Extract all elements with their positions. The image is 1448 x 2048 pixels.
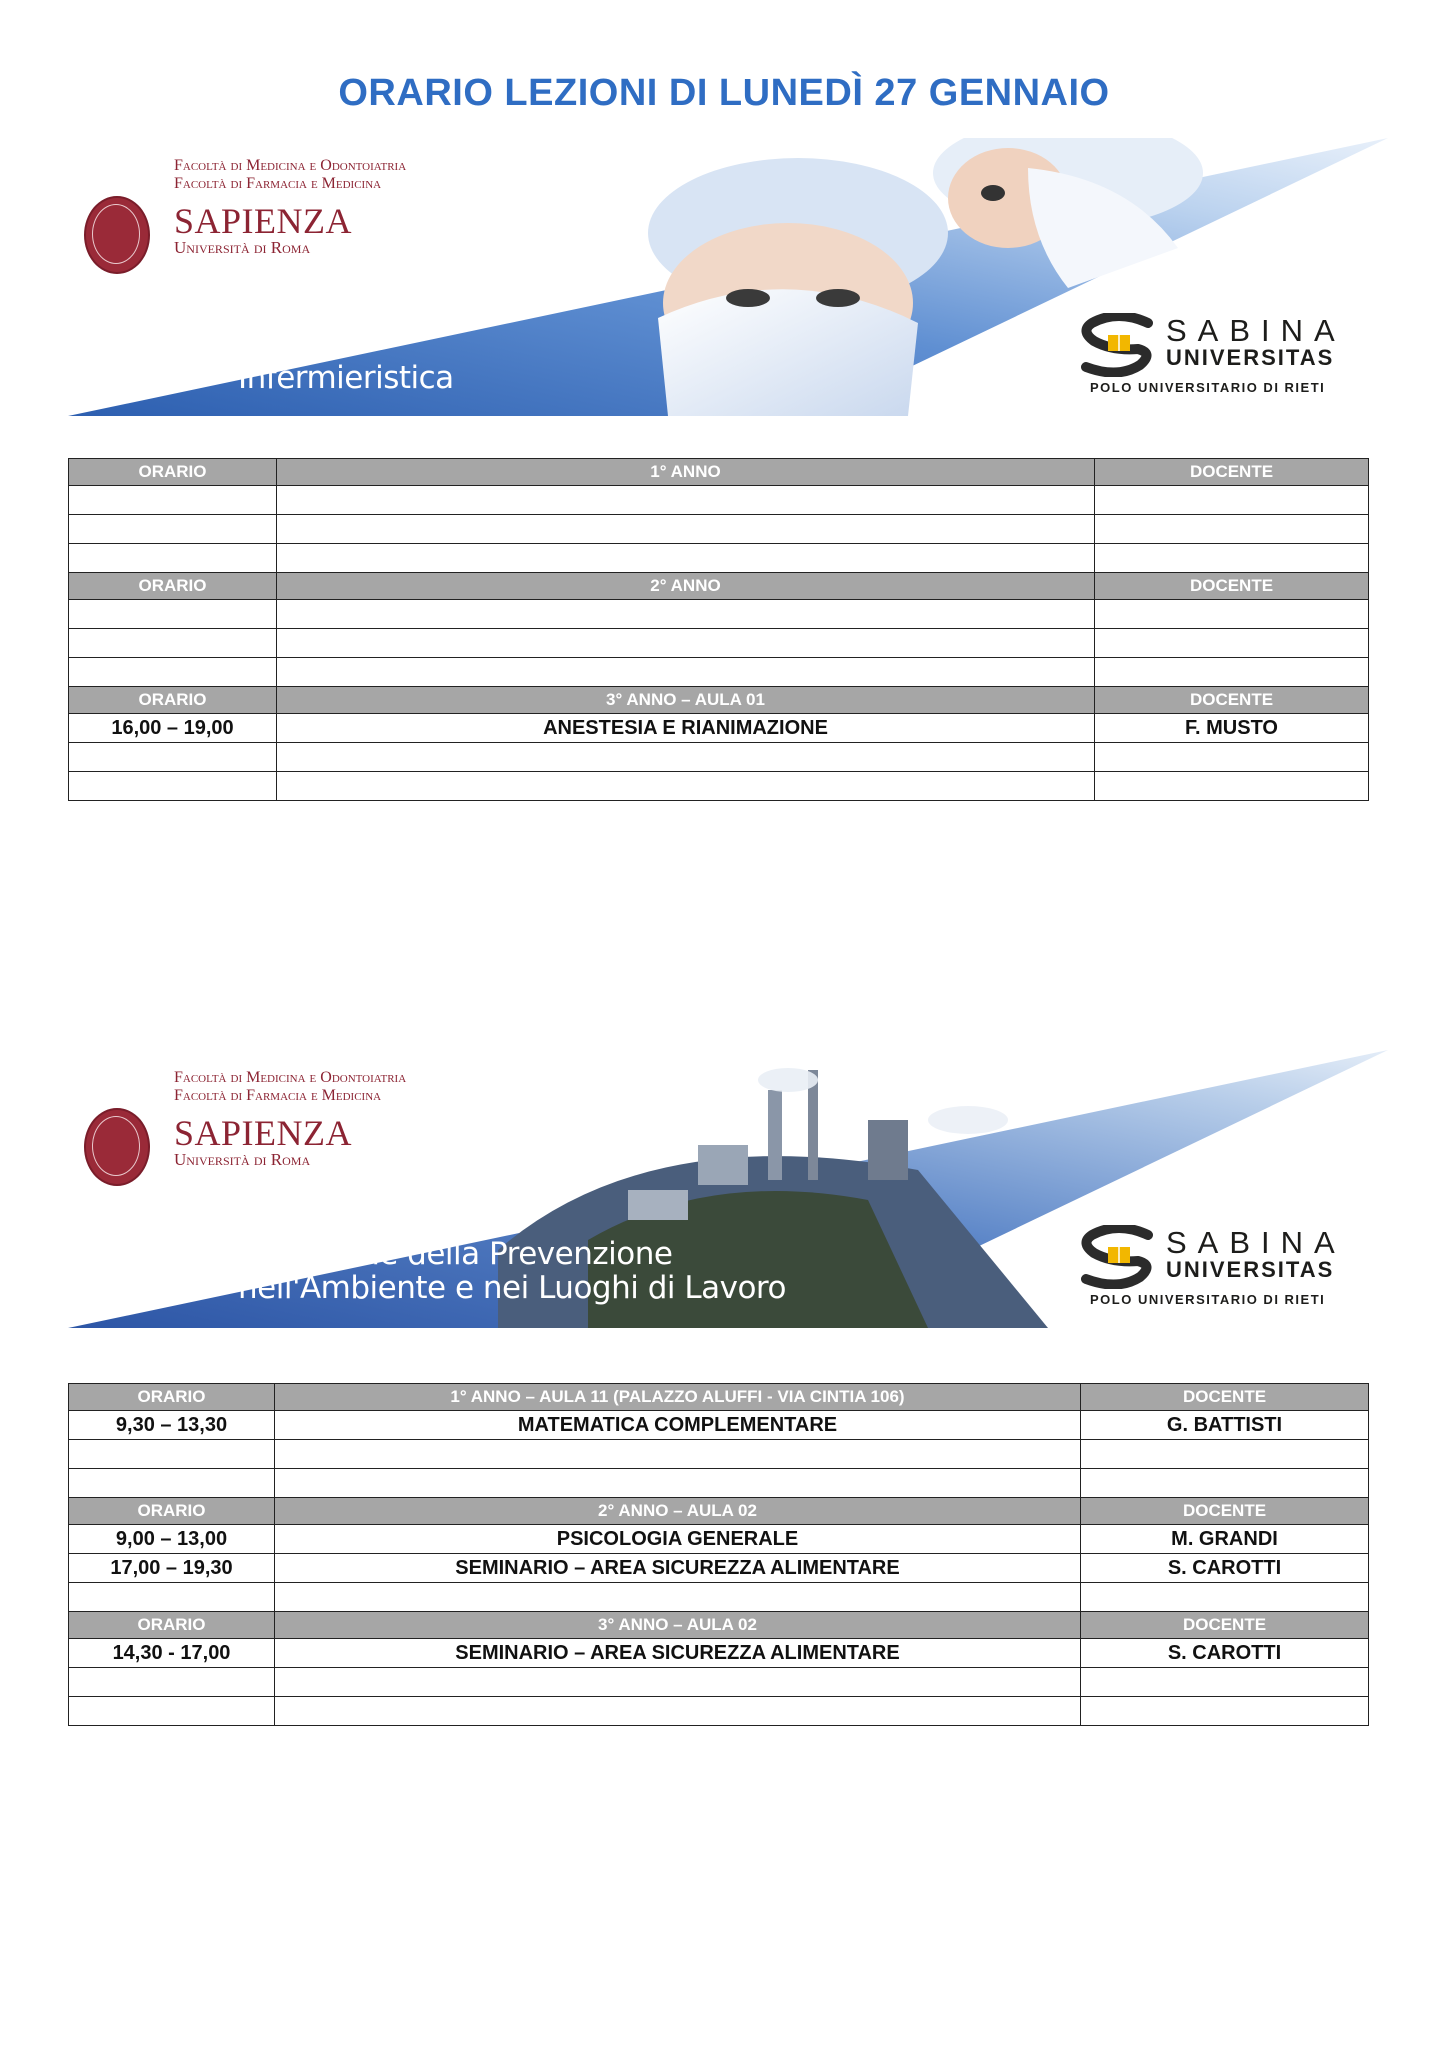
cell-teacher [1095, 658, 1369, 687]
table-row [69, 1668, 1369, 1697]
cell-subject [277, 743, 1095, 772]
table-row [69, 658, 1369, 687]
cell-subject [277, 772, 1095, 801]
course-title-line-1: Tecniche della Prevenzione [268, 1236, 673, 1272]
header-anno: 2° ANNO [277, 573, 1095, 600]
table-row [69, 600, 1369, 629]
cell-teacher: S. CAROTTI [1081, 1639, 1369, 1668]
faculty-line-1: Facoltà di Medicina e Odontoiatria [174, 157, 407, 174]
cell-time: 14,30 - 17,00 [69, 1639, 275, 1668]
banner-prevenzione [68, 1050, 1388, 1330]
cell-teacher [1095, 629, 1369, 658]
cell-time: 16,00 – 19,00 [69, 714, 277, 743]
cell-teacher [1095, 600, 1369, 629]
schedule-table-infermieristica [68, 458, 1369, 801]
cell-subject [275, 1583, 1081, 1612]
table-row [69, 629, 1369, 658]
cell-time [69, 1469, 275, 1498]
cell-time: 9,30 – 13,30 [69, 1411, 275, 1440]
table-row [69, 486, 1369, 515]
university-subtitle: Università di Roma [174, 238, 311, 257]
cell-time [69, 544, 277, 573]
cell-time [69, 1668, 275, 1697]
university-subtitle: Università di Roma [174, 1150, 311, 1169]
cell-teacher: G. BATTISTI [1081, 1411, 1369, 1440]
cell-time [69, 1583, 275, 1612]
cell-subject [277, 600, 1095, 629]
section-header-row [69, 459, 1369, 486]
cell-teacher [1081, 1668, 1369, 1697]
university-name: SAPIENZA [174, 1113, 353, 1153]
header-docente: DOCENTE [1095, 687, 1369, 714]
polo-tagline: POLO UNIVERSITARIO DI RIETI [1090, 1292, 1326, 1307]
header-orario: ORARIO [69, 1612, 275, 1639]
cell-time [69, 1440, 275, 1469]
table-row [69, 1440, 1369, 1469]
table-row [69, 1639, 1369, 1668]
header-anno: 3° ANNO – AULA 02 [275, 1612, 1081, 1639]
section-header-row [69, 573, 1369, 600]
cell-subject [277, 544, 1095, 573]
sabina-universitas-logo [1078, 313, 1368, 393]
cell-teacher [1081, 1583, 1369, 1612]
cell-subject: SEMINARIO – AREA SICUREZZA ALIMENTARE [275, 1554, 1081, 1583]
cell-time: 9,00 – 13,00 [69, 1525, 275, 1554]
course-title-line-2: nell'Ambiente e nei Luoghi di Lavoro [238, 1270, 786, 1306]
cell-subject [277, 515, 1095, 544]
cell-teacher: M. GRANDI [1081, 1525, 1369, 1554]
cell-subject [275, 1697, 1081, 1726]
header-anno: 2° ANNO – AULA 02 [275, 1498, 1081, 1525]
faculty-line-2: Facoltà di Farmacia e Medicina [174, 175, 382, 192]
sabina-word: SABINA [1166, 1225, 1346, 1260]
header-anno: 1° ANNO [277, 459, 1095, 486]
cell-time [69, 658, 277, 687]
cell-teacher: F. MUSTO [1095, 714, 1369, 743]
faculty-line-1: Facoltà di Medicina e Odontoiatria [174, 1069, 407, 1086]
university-name: SAPIENZA [174, 201, 353, 241]
cell-subject: SEMINARIO – AREA SICUREZZA ALIMENTARE [275, 1639, 1081, 1668]
table-row [69, 515, 1369, 544]
header-orario: ORARIO [69, 1384, 275, 1411]
faculty-line-2: Facoltà di Farmacia e Medicina [174, 1087, 382, 1104]
cell-time: 17,00 – 19,30 [69, 1554, 275, 1583]
schedule-table-prevenzione [68, 1383, 1369, 1726]
cell-teacher: S. CAROTTI [1081, 1554, 1369, 1583]
cell-subject [277, 658, 1095, 687]
cell-teacher [1081, 1469, 1369, 1498]
sapienza-seal-icon [84, 196, 150, 274]
universitas-word: UNIVERSITAS [1166, 345, 1335, 370]
cell-subject [277, 486, 1095, 515]
table-row [69, 544, 1369, 573]
cell-subject [275, 1668, 1081, 1697]
cell-subject [275, 1440, 1081, 1469]
polo-tagline: POLO UNIVERSITARIO DI RIETI [1090, 380, 1326, 395]
cell-time [69, 486, 277, 515]
cell-time [69, 629, 277, 658]
cell-subject: ANESTESIA E RIANIMAZIONE [277, 714, 1095, 743]
header-docente: DOCENTE [1081, 1612, 1369, 1639]
cell-time [69, 743, 277, 772]
section-header-row [69, 687, 1369, 714]
header-docente: DOCENTE [1081, 1498, 1369, 1525]
table-row [69, 772, 1369, 801]
table-row [69, 1583, 1369, 1612]
cell-teacher [1095, 772, 1369, 801]
page-title: ORARIO LEZIONI DI LUNEDÌ 27 GENNAIO [338, 72, 1110, 114]
section-header-row [69, 1384, 1369, 1411]
table-row [69, 714, 1369, 743]
header-orario: ORARIO [69, 1498, 275, 1525]
cell-teacher [1095, 486, 1369, 515]
header-anno: 1° ANNO – AULA 11 (PALAZZO ALUFFI - VIA CINTIA 106) [275, 1384, 1081, 1411]
sabina-s-icon [1078, 313, 1156, 377]
header-orario: ORARIO [69, 687, 277, 714]
cell-subject: PSICOLOGIA GENERALE [275, 1525, 1081, 1554]
sabina-word: SABINA [1166, 313, 1346, 348]
cell-time [69, 1697, 275, 1726]
header-docente: DOCENTE [1095, 459, 1369, 486]
header-orario: ORARIO [69, 459, 277, 486]
section-header-row [69, 1612, 1369, 1639]
table-row [69, 1554, 1369, 1583]
header-orario: ORARIO [69, 573, 277, 600]
table-row [69, 1469, 1369, 1498]
sapienza-seal-icon [84, 1108, 150, 1186]
table-row [69, 743, 1369, 772]
cell-teacher [1095, 515, 1369, 544]
cell-teacher [1095, 544, 1369, 573]
header-anno: 3° ANNO – AULA 01 [277, 687, 1095, 714]
table-row [69, 1697, 1369, 1726]
cell-time [69, 772, 277, 801]
header-docente: DOCENTE [1081, 1384, 1369, 1411]
header-docente: DOCENTE [1095, 573, 1369, 600]
cell-teacher [1081, 1440, 1369, 1469]
cell-subject [277, 629, 1095, 658]
section-header-row [69, 1498, 1369, 1525]
sabina-s-icon [1078, 1225, 1156, 1289]
cell-teacher [1081, 1697, 1369, 1726]
surgical-mask-1 [658, 289, 918, 416]
table-row [69, 1525, 1369, 1554]
table-row [69, 1411, 1369, 1440]
cell-time [69, 600, 277, 629]
cell-time [69, 515, 277, 544]
cell-subject [275, 1469, 1081, 1498]
course-title: Infermieristica [238, 360, 454, 396]
sabina-universitas-logo [1078, 1225, 1368, 1305]
cell-subject: MATEMATICA COMPLEMENTARE [275, 1411, 1081, 1440]
cell-teacher [1095, 743, 1369, 772]
banner-infermieristica [68, 138, 1388, 418]
universitas-word: UNIVERSITAS [1166, 1257, 1335, 1282]
chimney-icon [768, 1090, 782, 1180]
